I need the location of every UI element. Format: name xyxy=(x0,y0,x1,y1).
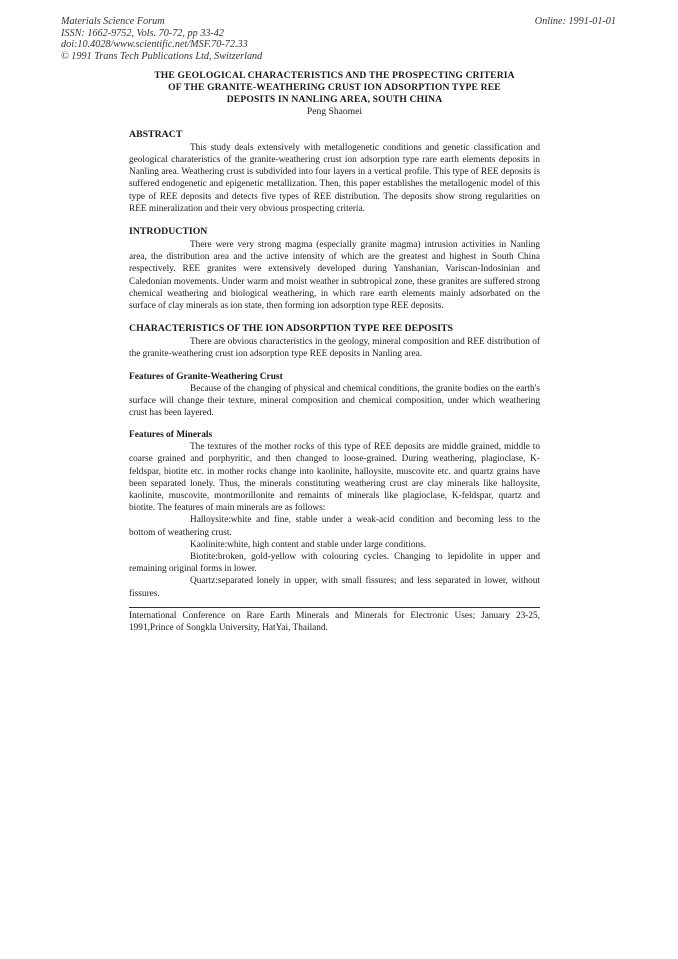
introduction-text: There were very strong magma (especially granite magma) intrusion activities in Nanling area, the distribution area and the active intensity of which are the greatest and highest in South China respectively. REE granites were extensively developed during Yanshanian, Variscan-Indosinian and Caledonian movements. Under warm and moist weather in subtropical zone, these granites are suffered strong chemical weathering and biological weathering, in which rare earth elements mainly adsorbated on the surface of clay minerals as ion state, then forming ion adsorption type REE deposits. xyxy=(129,239,540,311)
title-line-2: OF THE GRANITE-WEATHERING CRUST ION ADSORPTION TYPE REE xyxy=(168,81,501,93)
mineral-features-heading: Features of Minerals xyxy=(129,430,213,441)
abstract-heading: ABSTRACT xyxy=(129,128,183,140)
characteristics-text: There are obvious characteristics in the geology, mineral composition and REE distribution of the granite-weathering crust ion adsorption type REE deposits in Nanling area. xyxy=(129,337,540,360)
mineral-features-text: The textures of the mother rocks of this type of REE deposits are middle grained, middle to coarse grained and porphyritic, and then changed to loose-grained. During weathering, plagioclase, K-feldspar, biotite etc. in mother rocks change into kaolinite, halloysite, muscovite etc. and quartz grains have been separated lonely. Thus, the minerals constituting weathering crust are clay minerals like halloysite, kaolinite, muscovite, montmorillonite and remaints of minerals like plagioclase, K-feldspar, quartz and biotite. The features of main minerals are as follows: xyxy=(129,442,540,514)
footnote-divider xyxy=(129,607,540,608)
paper-body xyxy=(129,70,540,634)
journal-name: Materials Science Forum xyxy=(61,16,165,27)
biotite-text: Biotite:broken, gold-yellow with colouring cycles. Changing to lepidolite in upper and remaining original forms in lower. xyxy=(129,552,540,575)
kaolinite-text: Kaolinite:white, high content and stable under large conditions. xyxy=(190,539,427,550)
crust-features-heading: Features of Granite-Weathering Crust xyxy=(129,371,283,382)
introduction-heading: INTRODUCTION xyxy=(129,225,208,237)
halloysite-text: Halloysite:white and fine, stable under a weak-acid condition and becoming less to the bottom of weathering crust. xyxy=(129,515,540,538)
online-date: Online: 1991-01-01 xyxy=(534,16,616,27)
paper-title xyxy=(129,70,540,106)
copyright-line: © 1991 Trans Tech Publications Ltd, Switzerland xyxy=(61,50,263,62)
title-line-1: THE GEOLOGICAL CHARACTERISTICS AND THE PROSPECTING CRITERIA xyxy=(154,70,515,81)
quartz-text: Quartz:separated lonely in upper, with small fissures; and less separated in lower, without fissures. xyxy=(129,576,540,599)
footnote-text: International Conference on Rare Earth Minerals and Minerals for Electronic Uses; January 23-25, 1991,Prince of Songkla University, HatYai, Thailand. xyxy=(129,610,540,634)
journal-meta xyxy=(61,16,262,62)
title-line-3: DEPOSITS IN NANLING AREA, SOUTH CHINA xyxy=(226,93,443,105)
crust-features-text: Because of the changing of physical and chemical conditions, the granite bodies on the earth's surface will change their texture, mineral composition and chemical composition, under which weathering crust has been layered. xyxy=(129,383,540,418)
abstract-text: This study deals extensively with metallogenetic conditions and genetic classification and geological charateristics of the granite-weathering crust ion adsorption type rare earth elements deposits in Nanling area. Weathering crust is subdivided into four layers in a vertical profile. This type of REE deposits is suffered endogenetic and epigenetic metallization. Then, this paper establishes the metallogenic model of this type of REE deposits and detects five types of REE distribution. The deposits show strong regularities on REE mineralization and their very obvious prospecting criteria. xyxy=(129,142,540,214)
issn-line: ISSN: 1662-9752, Vols. 70-72, pp 33-42 xyxy=(61,27,224,39)
author-name: Peng Shaomei xyxy=(306,105,363,117)
doi-line: doi:10.4028/www.scientific.net/MSF.70-72.33 xyxy=(61,39,248,51)
characteristics-heading: CHARACTERISTICS OF THE ION ADSORPTION TYPE REE DEPOSITS xyxy=(129,323,454,335)
